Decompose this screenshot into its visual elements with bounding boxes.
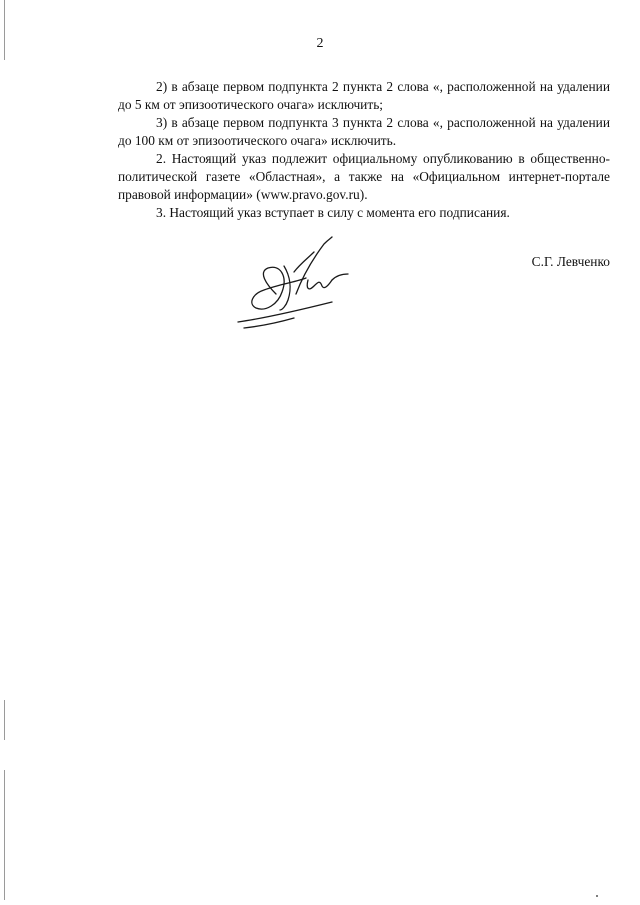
scan-edge-line: [4, 700, 5, 740]
paragraph: 3. Настоящий указ вступает в силу с момента его подписания.: [156, 205, 510, 220]
paragraph: 3) в абзаце первом подпункта 3 пункта 2 слова «, расположенной на удалении до 100 км от эпизоотического очага» исключить.: [118, 115, 610, 148]
document-body: [118, 78, 610, 222]
paragraph: 2) в абзаце первом подпункта 2 пункта 2 слова «, расположенной на удалении до 5 км от эпизоотического очага» исключить;: [118, 79, 610, 112]
handwritten-signature: [236, 236, 366, 331]
signer-name: С.Г. Левченко: [531, 254, 610, 269]
scan-speck: [596, 895, 598, 897]
page-number: 2: [316, 36, 324, 51]
paragraph: 2. Настоящий указ подлежит официальному опубликованию в общественно-политической газете «Областная», а также на «Официальном интернет-портале правовой информации» (www.pravo.gov.ru).: [118, 151, 610, 202]
scan-edge-line: [4, 770, 5, 900]
